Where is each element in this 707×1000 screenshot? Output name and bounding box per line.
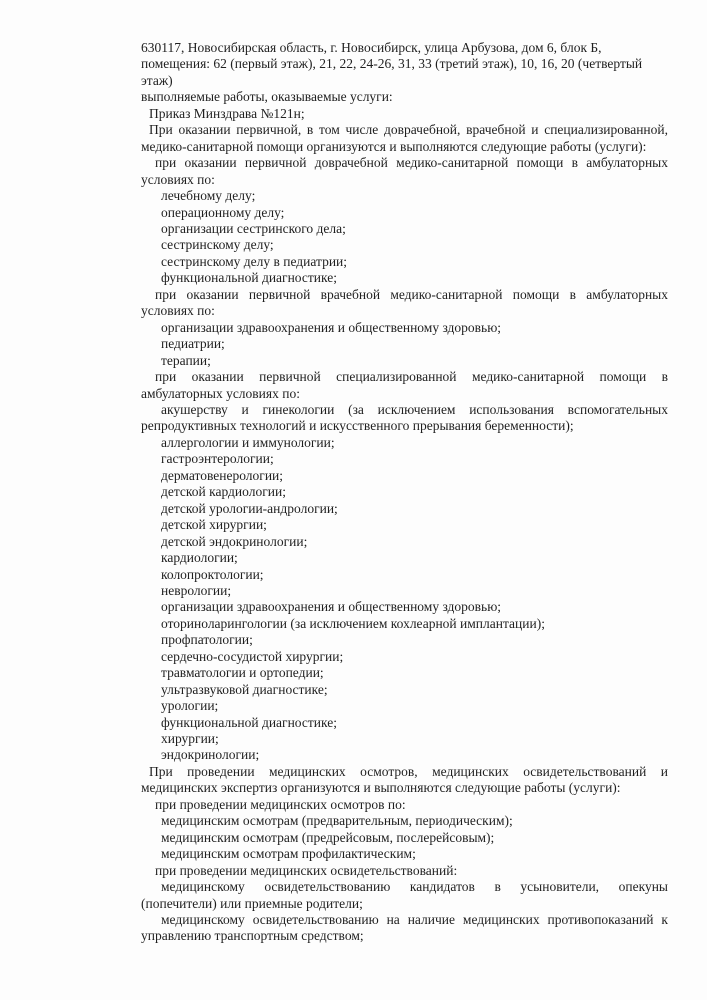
text-line: педиатрии; [161,336,225,352]
text-line: выполняемые работы, оказываемые услуги: [141,89,393,105]
text-line: управлению транспортным средством; [141,928,364,944]
text-line: (попечители) или приемные родители; [141,895,363,911]
text-line: функциональной диагностике; [161,270,337,286]
text-line: организации здравоохранения и общественному здоровью; [161,319,502,335]
text-line: организации сестринского дела; [161,220,346,236]
text-line: ультразвуковой диагностике; [161,681,328,697]
text-line: эндокринологии; [161,747,260,763]
text-line: при оказании первичной доврачебной медико-санитарной помощи в амбулаторных [155,155,668,171]
text-line: колопроктологии; [161,566,264,582]
text-line: при оказании первичной специализированной медико-санитарной помощи в [155,369,668,385]
text-line: медико-санитарной помощи организуются и выполняются следующие работы (услуги): [141,138,647,154]
text-line: кардиологии; [161,550,238,566]
text-line: акушерству и гинекологии (за исключением использования вспомогательных [161,401,668,417]
text-line: детской эндокринологии; [161,533,308,549]
text-line: дерматовенерологии; [161,467,284,483]
text-line: при проведении медицинских освидетельствований: [155,862,458,878]
text-line: медицинскому освидетельствованию на наличие медицинских противопоказаний к [161,912,668,928]
text-line: неврологии; [161,582,232,598]
text-line: организации здравоохранения и общественному здоровью; [161,599,502,615]
license-works-text-block [141,40,668,945]
text-line: травматологии и ортопедии; [161,665,324,681]
text-line: детской урологии-андрологии; [161,500,338,516]
text-line: функциональной диагностике; [161,714,337,730]
text-line: условиях по: [141,303,215,319]
text-line: лечебному делу; [161,188,256,204]
text-line: аллергологии и иммунологии; [161,434,335,450]
text-line: детской хирургии; [161,517,267,533]
text-line: гастроэнтерологии; [161,451,274,467]
text-line: Приказ Минздрава №121н; [149,105,305,121]
text-line: медицинским осмотрам профилактическим; [161,846,416,862]
text-line: оториноларингологии (за исключением кохлеарной имплантации); [161,615,545,631]
text-line: репродуктивных технологий и искусственного прерывания беременности); [141,418,574,434]
text-line: этаж) [141,72,173,88]
text-line: амбулаторных условиях по: [141,385,300,401]
text-line: При проведении медицинских осмотров, медицинских освидетельствований и [149,763,668,779]
text-line: сестринскому делу в педиатрии; [161,253,348,269]
text-line: условиях по: [141,171,215,187]
text-line: при проведении медицинских осмотров по: [155,796,406,812]
text-line: сестринскому делу; [161,237,274,253]
text-line: медицинскому освидетельствованию кандидатов в усыновители, опекуны [161,879,668,895]
text-line: детской кардиологии; [161,484,286,500]
text-line: помещения: 62 (первый этаж), 21, 22, 24-26, 31, 33 (третий этаж), 10, 16, 20 (четвертый [141,56,643,72]
text-line: профпатологии; [161,632,253,648]
text-line: 630117, Новосибирская область, г. Новосибирск, улица Арбузова, дом 6, блок Б, [141,40,602,55]
text-line: медицинским осмотрам (предрейсовым, послерейсовым); [161,829,495,845]
text-line: хирургии; [161,731,219,747]
text-line: урологии; [161,698,219,714]
text-line: медицинских экспертиз организуются и выполняются следующие работы (услуги): [141,780,621,796]
text-line: операционному делу; [161,204,285,220]
text-line: медицинским осмотрам (предварительным, периодическим); [161,813,513,829]
text-line: при оказании первичной врачебной медико-санитарной помощи в амбулаторных [155,286,668,302]
text-line: терапии; [161,352,211,368]
text-line: При оказании первичной, в том числе доврачебной, врачебной и специализированной, [149,122,668,138]
text-line: сердечно-сосудистой хирургии; [161,648,344,664]
